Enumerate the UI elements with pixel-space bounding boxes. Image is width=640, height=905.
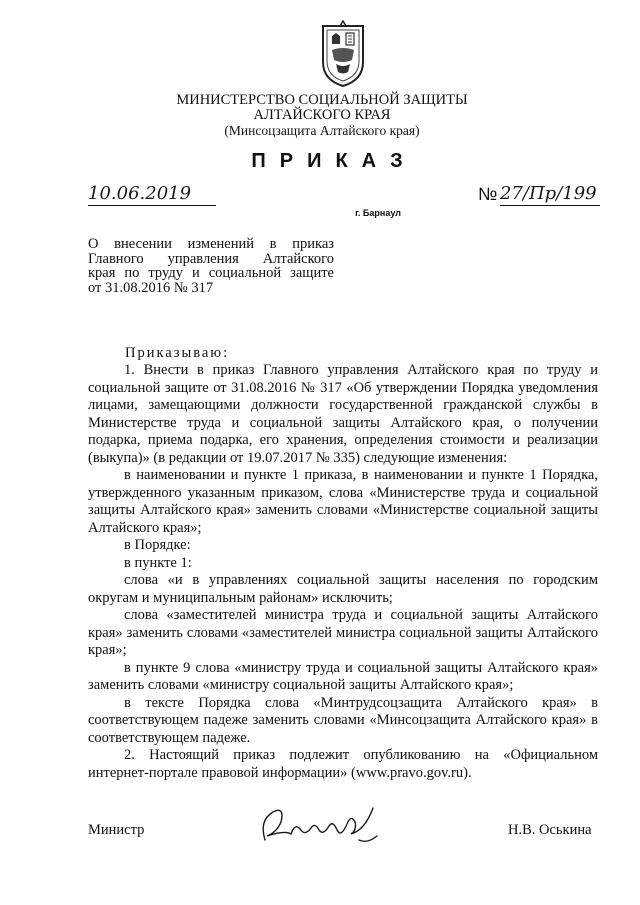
document-title: ПРИКАЗ [251,150,417,172]
subject-line: от 31.08.2016 № 317 [88,279,214,296]
body-paragraph: в наименовании и пункте 1 приказа, в наименовании и пункте 1 Порядка, утвержденного указанным приказом, слова «Министерстве труда и социальной защиты Алтайского края» заменить словами «Министерстве социальной защиты Алтайского края»; [88,467,598,536]
body-paragraph: в пункте 9 слова «министру труда и социальной защиты Алтайского края» заменить словами «министру социальной защиты Алтайского края»; [88,659,598,693]
signatory-name: Н.В. Оськина [508,822,592,838]
body-paragraph: слова «заместителей министра труда и социальной защиты Алтайского края» заменить словами «заместителей министра социальной защиты Алтайского края»; [88,607,598,658]
document-number: 27/Пр/199 [500,183,600,206]
document-date: 10.06.2019 [88,183,216,206]
ministry-name: МИНИСТЕРСТВО СОЦИАЛЬНОЙ ЗАЩИТЫ [176,92,468,108]
handwritten-signature [255,800,385,852]
ministry-short-name: (Минсоцзащита Алтайского края) [224,123,420,138]
body-paragraph: 1. Внести в приказ Главного управления Алтайского края по труду и социальной защите от 31.08.2016 № 317 «Об утверждении Порядка уведомления лицами, замещающими должности государственной гражданской службы в Министерстве труда и социальной защиты Алтайского края, о получении подарка, приема подарка, его хранения, определения стоимости и реализации (выкупа)» (в редакции от 19.07.2017 № 335) следующие изменения: [88,362,598,466]
body-paragraph: в тексте Порядка слова «Минтрудсоцзащита Алтайского края» в соответствующем падеже заменить словами «Минсоцзащита Алтайского края» в соответствующем падеже. [88,694,598,746]
body-paragraph: 2. Настоящий приказ подлежит опубликованию на «Официальном интернет-портале правовой информации» (www.pravo.gov.ru). [88,747,598,781]
subject-line: О внесении изменений в приказ [88,236,334,252]
document-body [88,362,598,782]
coat-of-arms-emblem [318,20,368,88]
body-paragraph: в Порядке: [124,537,191,553]
subject-line: края по труду и социальной защите [88,265,334,281]
body-paragraph: слова «и в управлениях социальной защиты населения по городским округам и муниципальным районам» исключить; [88,572,598,606]
signatory-title: Министр [88,822,145,838]
number-label: № [478,184,498,204]
document-city: г. Барнаул [355,208,401,218]
subject-line: Главного управления Алтайского [88,250,334,267]
document-subject [88,237,334,295]
body-paragraph: в пункте 1: [124,554,192,571]
ministry-region: АЛТАЙСКОГО КРАЯ [253,107,391,123]
order-word: Приказываю: [125,345,230,361]
